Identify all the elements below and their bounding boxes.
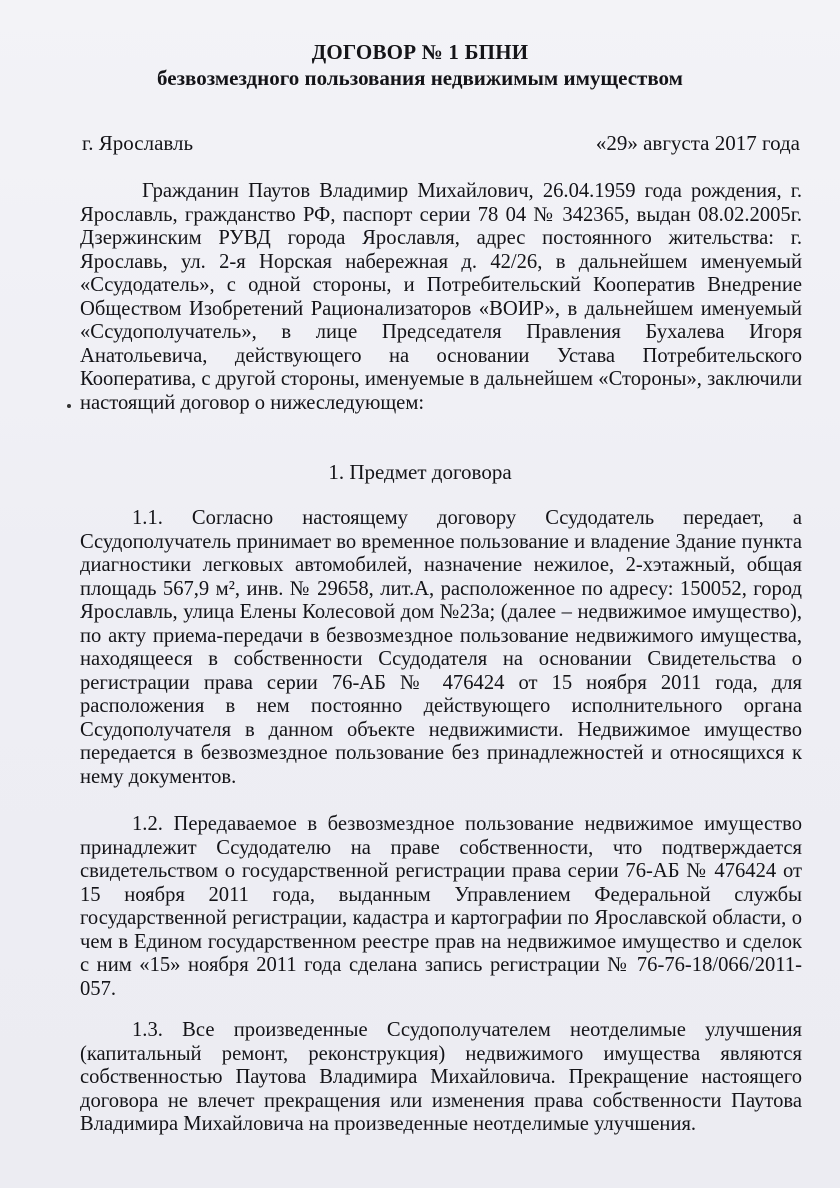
section-1-heading: 1. Предмет договора [328,460,512,484]
preamble-paragraph: Гражданин Паутов Владимир Михайлович, 26.04.1959 года рождения, г. Ярославль, гражданство РФ, паспорт серии 78 04 № 342365, выдан 08.02.2005г. Дзержинским РУВД города Ярославля, адрес постоянного жительства: г. Ярославь, ул. 2-я Норская набережная д. 42/26, в дальнейшем именуемый «Ссудодатель», с одной стороны, и Потребительский Кооператив Внедрение Обществом Изобретений Рационализаторов «ВОИР», в дальнейшем именуемый «Ссудополучатель», в лице Председателя Правления Бухалева Игоря Анатольевича, действующего на основании Устава Потребительского Кооператива, с другой стороны, именуемые в дальнейшем «Стороны», заключили настоящий договор о нижеследующем: [80,180,802,414]
contract-subtitle: безвозмездного пользования недвижимым имуществом [157,66,683,90]
ink-speck [67,404,71,408]
contract-date: «29» августа 2017 года [595,131,800,155]
clause-1-2: 1.2. Передаваемое в безвозмездное пользование недвижимое имущество принадлежит Ссудодателю на праве собственности, что подтверждается свидетельством о государственной регистрации права серии 76-АБ № 476424 от 15 ноября 2011 года, выданным Управлением Федеральной службы государственной регистрации, кадастра и картографии по Ярославской области, о чем в Едином государственном реестре прав на недвижимое имущество и сделок с ним «15» ноября 2011 года сделана запись регистрации № 76-76-18/066/2011-057. [80,813,802,1000]
clause-1-1: 1.1. Согласно настоящему договору Ссудодатель передает, а Ссудополучатель принимает во временное пользование и владение Здание пункта диагностики легковых автомобилей, назначение нежилое, 2-хэтажный, общая площадь 567,9 м², инв. № 29658, лит.А, расположенное по адресу: 150052, город Ярославль, улица Елены Колесовой дом №23а; (далее – недвижимое имущество), по акту приема-передачи в безвозмездное пользование недвижимого имущества, находящееся в собственности Ссудодателя на основании Свидетельства о регистрации права серии 76-АБ № 476424 от 15 ноября 2011 года, для расположения в нем постоянно действующего исполнительного органа Ссудополучателя в данном объекте недвижимисти. Недвижимое имущество передается в безвозмездное пользование без принадлежностей и относящихся к нему документов. [80,507,802,789]
contract-title: ДОГОВОР № 1 БПНИ [311,40,529,64]
contract-city: г. Ярославль [82,131,194,155]
clause-1-3: 1.3. Все произведенные Ссудополучателем неотделимые улучшения (капитальный ремонт, реконструкция) недвижимого имущества являются собственностью Паутова Владимира Михайловича. Прекращение настоящего договора не влечет прекращения или изменения права собственности Паутова Владимира Михайловича на произведенные неотделимые улучшения. [80,1019,802,1136]
